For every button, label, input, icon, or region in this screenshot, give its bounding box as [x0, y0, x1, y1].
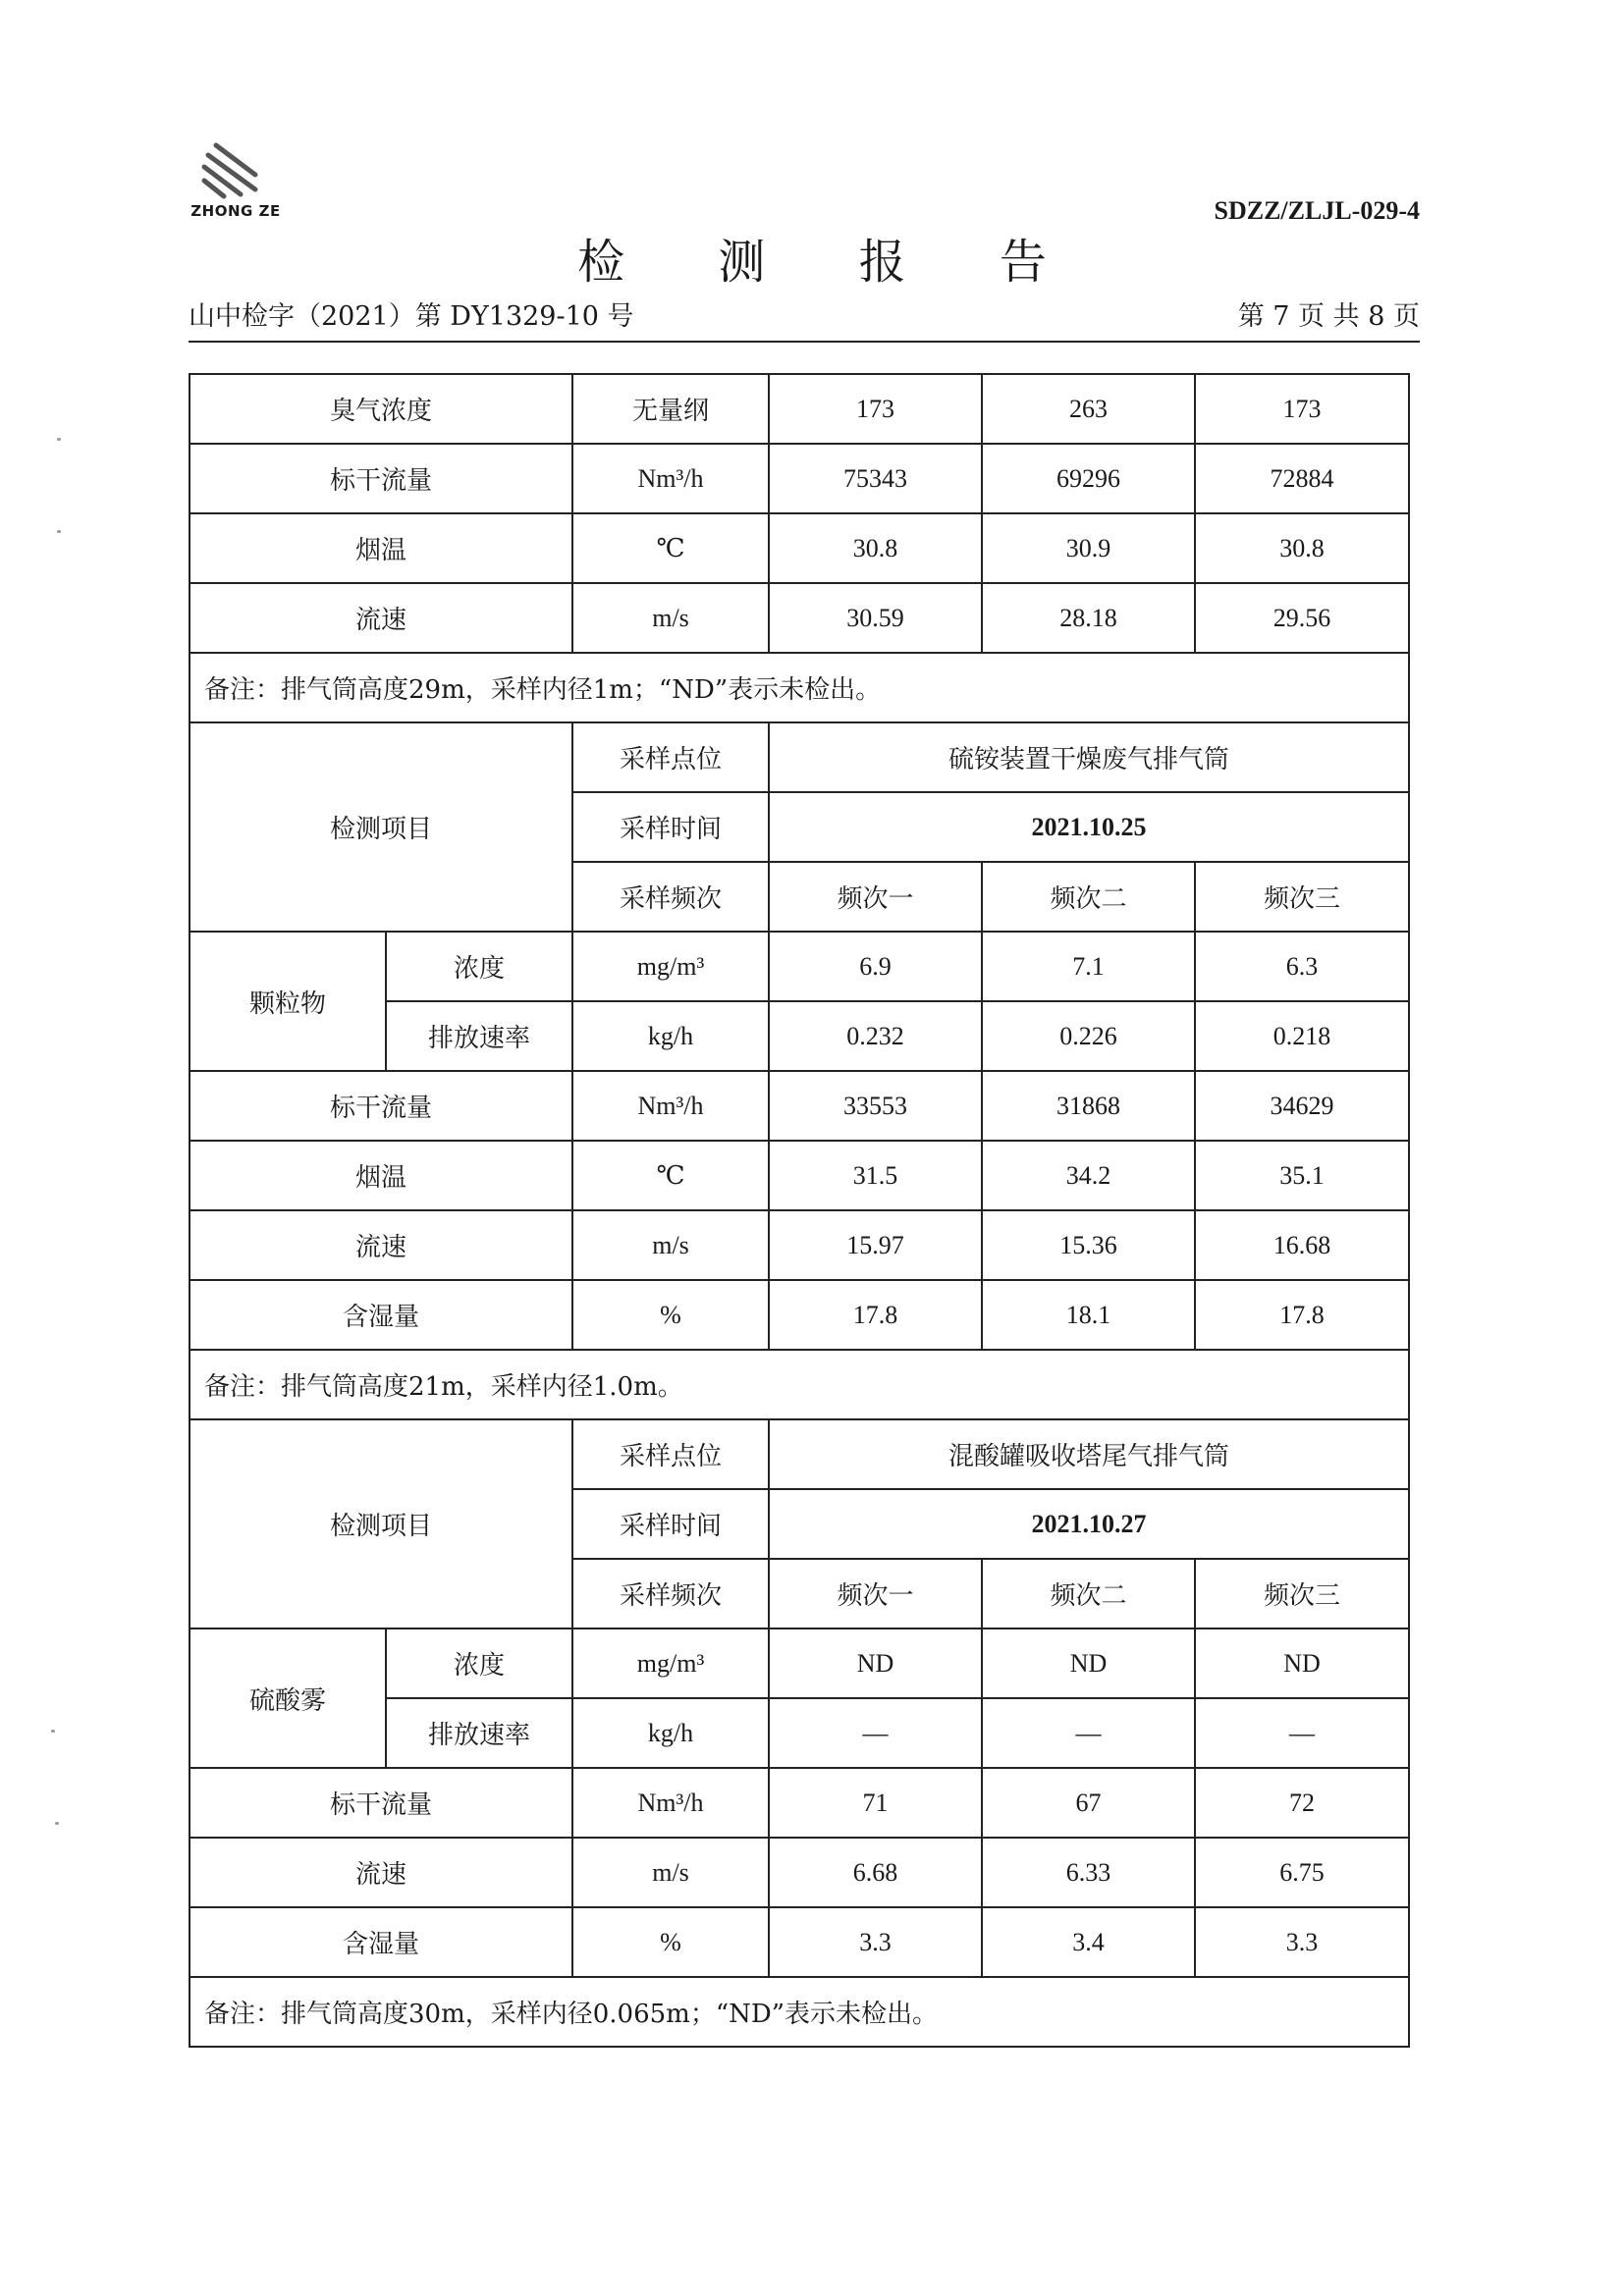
- row-unit: kg/h: [572, 1698, 769, 1768]
- value-cell: 173: [769, 374, 982, 444]
- value-cell: 6.9: [769, 932, 982, 1001]
- freq-cell: 频次二: [982, 862, 1195, 932]
- row-item: 排放速率: [386, 1698, 572, 1768]
- value-cell: 34629: [1195, 1071, 1409, 1141]
- sampling-point: 混酸罐吸收塔尾气排气筒: [769, 1419, 1409, 1489]
- freq-cell: 频次三: [1195, 1559, 1409, 1629]
- table-row: [189, 444, 1409, 513]
- freq-cell: 频次二: [982, 1559, 1195, 1629]
- row-unit: Nm³/h: [572, 444, 769, 513]
- pollutant-name: 硫酸雾: [189, 1629, 386, 1768]
- report-number: 山中检字（2021）第 DY1329-10 号: [189, 301, 634, 332]
- value-cell: 0.226: [982, 1001, 1195, 1071]
- value-cell: 28.18: [982, 583, 1195, 653]
- table-row: [189, 1838, 1409, 1907]
- logo-stripes-icon: [187, 135, 285, 204]
- section-note: 备注：排气筒高度29m，采样内径1m；“ND”表示未检出。: [189, 653, 1409, 722]
- value-cell: 67: [982, 1768, 1195, 1838]
- value-cell: ND: [769, 1629, 982, 1698]
- value-cell: 30.8: [769, 513, 982, 583]
- pollutant-name: 颗粒物: [189, 932, 386, 1071]
- row-item: 流速: [189, 1210, 572, 1280]
- value-cell: 17.8: [769, 1280, 982, 1350]
- value-cell: 30.8: [1195, 513, 1409, 583]
- row-item: 标干流量: [189, 1768, 572, 1838]
- logo-text: ZHONG ZE: [190, 202, 281, 220]
- value-cell: 3.4: [982, 1907, 1195, 1977]
- row-unit: Nm³/h: [572, 1071, 769, 1141]
- row-item: 标干流量: [189, 444, 572, 513]
- section-note: 备注：排气筒高度21m，采样内径1.0m。: [189, 1350, 1409, 1419]
- time-label: 采样时间: [572, 792, 769, 862]
- table-row: [189, 1977, 1409, 2047]
- table-row: [189, 1768, 1409, 1838]
- value-cell: 7.1: [982, 932, 1195, 1001]
- table-row: [189, 722, 1409, 792]
- document-title: 检 测 报 告: [577, 235, 1086, 290]
- freq-label: 采样频次: [572, 862, 769, 932]
- report-subheader: [189, 294, 1420, 343]
- value-cell: —: [769, 1698, 982, 1768]
- row-item: 浓度: [386, 1629, 572, 1698]
- row-unit: mg/m³: [572, 932, 769, 1001]
- item-header: 检测项目: [189, 722, 572, 932]
- scan-artifact: [51, 1730, 55, 1733]
- row-item: 含湿量: [189, 1907, 572, 1977]
- scan-artifact: [57, 530, 61, 533]
- value-cell: 18.1: [982, 1280, 1195, 1350]
- value-cell: 31868: [982, 1071, 1195, 1141]
- value-cell: 263: [982, 374, 1195, 444]
- value-cell: 16.68: [1195, 1210, 1409, 1280]
- row-item: 流速: [189, 583, 572, 653]
- value-cell: 72: [1195, 1768, 1409, 1838]
- value-cell: 31.5: [769, 1141, 982, 1210]
- row-unit: m/s: [572, 583, 769, 653]
- value-cell: 75343: [769, 444, 982, 513]
- report-table: [189, 373, 1410, 2048]
- sampling-point: 硫铵装置干燥废气排气筒: [769, 722, 1409, 792]
- row-unit: Nm³/h: [572, 1768, 769, 1838]
- value-cell: 30.9: [982, 513, 1195, 583]
- row-unit: m/s: [572, 1210, 769, 1280]
- freq-cell: 频次一: [769, 1559, 982, 1629]
- table-row: [189, 1629, 1409, 1698]
- value-cell: 6.75: [1195, 1838, 1409, 1907]
- value-cell: 15.36: [982, 1210, 1195, 1280]
- row-unit: 无量纲: [572, 374, 769, 444]
- table-row: [189, 932, 1409, 1001]
- scan-artifact: [55, 1822, 59, 1825]
- value-cell: 34.2: [982, 1141, 1195, 1210]
- row-item: 烟温: [189, 513, 572, 583]
- table-row: [189, 1280, 1409, 1350]
- sampling-time: 2021.10.25: [769, 792, 1409, 862]
- row-item: 烟温: [189, 1141, 572, 1210]
- table-row: [189, 1419, 1409, 1489]
- value-cell: 6.68: [769, 1838, 982, 1907]
- table-row: [189, 1210, 1409, 1280]
- time-label: 采样时间: [572, 1489, 769, 1559]
- section-note: 备注：排气筒高度30m，采样内径0.065m；“ND”表示未检出。: [189, 1977, 1409, 2047]
- value-cell: ND: [1195, 1629, 1409, 1698]
- value-cell: 0.218: [1195, 1001, 1409, 1071]
- value-cell: 0.232: [769, 1001, 982, 1071]
- sampling-time: 2021.10.27: [769, 1489, 1409, 1559]
- row-unit: %: [572, 1907, 769, 1977]
- point-label: 采样点位: [572, 722, 769, 792]
- row-item: 流速: [189, 1838, 572, 1907]
- row-item: 臭气浓度: [189, 374, 572, 444]
- value-cell: 3.3: [1195, 1907, 1409, 1977]
- row-unit: m/s: [572, 1838, 769, 1907]
- table-row: [189, 1350, 1409, 1419]
- row-unit: mg/m³: [572, 1629, 769, 1698]
- item-header: 检测项目: [189, 1419, 572, 1629]
- value-cell: 30.59: [769, 583, 982, 653]
- scan-artifact: [57, 438, 61, 441]
- freq-cell: 频次一: [769, 862, 982, 932]
- value-cell: 69296: [982, 444, 1195, 513]
- table-row: [189, 1907, 1409, 1977]
- page-info: 第 7 页 共 8 页: [1237, 301, 1420, 332]
- value-cell: 15.97: [769, 1210, 982, 1280]
- row-item: 标干流量: [189, 1071, 572, 1141]
- row-item: 含湿量: [189, 1280, 572, 1350]
- value-cell: 71: [769, 1768, 982, 1838]
- value-cell: 3.3: [769, 1907, 982, 1977]
- table-row: [189, 1141, 1409, 1210]
- document-code: SDZZ/ZLJL-029-4: [1214, 196, 1420, 225]
- table-row: [189, 653, 1409, 722]
- point-label: 采样点位: [572, 1419, 769, 1489]
- table-row: [189, 1071, 1409, 1141]
- value-cell: 17.8: [1195, 1280, 1409, 1350]
- header-rule: [189, 342, 1420, 343]
- row-item: 排放速率: [386, 1001, 572, 1071]
- value-cell: 72884: [1195, 444, 1409, 513]
- table-row: [189, 374, 1409, 444]
- row-item: 浓度: [386, 932, 572, 1001]
- table-row: [189, 513, 1409, 583]
- value-cell: 35.1: [1195, 1141, 1409, 1210]
- row-unit: kg/h: [572, 1001, 769, 1071]
- freq-cell: 频次三: [1195, 862, 1409, 932]
- row-unit: ℃: [572, 513, 769, 583]
- value-cell: 33553: [769, 1071, 982, 1141]
- row-unit: ℃: [572, 1141, 769, 1210]
- value-cell: 6.33: [982, 1838, 1195, 1907]
- company-logo: [187, 135, 295, 224]
- value-cell: 6.3: [1195, 932, 1409, 1001]
- table-row: [189, 583, 1409, 653]
- freq-label: 采样频次: [572, 1559, 769, 1629]
- value-cell: 29.56: [1195, 583, 1409, 653]
- row-unit: %: [572, 1280, 769, 1350]
- value-cell: ND: [982, 1629, 1195, 1698]
- value-cell: 173: [1195, 374, 1409, 444]
- value-cell: —: [982, 1698, 1195, 1768]
- value-cell: —: [1195, 1698, 1409, 1768]
